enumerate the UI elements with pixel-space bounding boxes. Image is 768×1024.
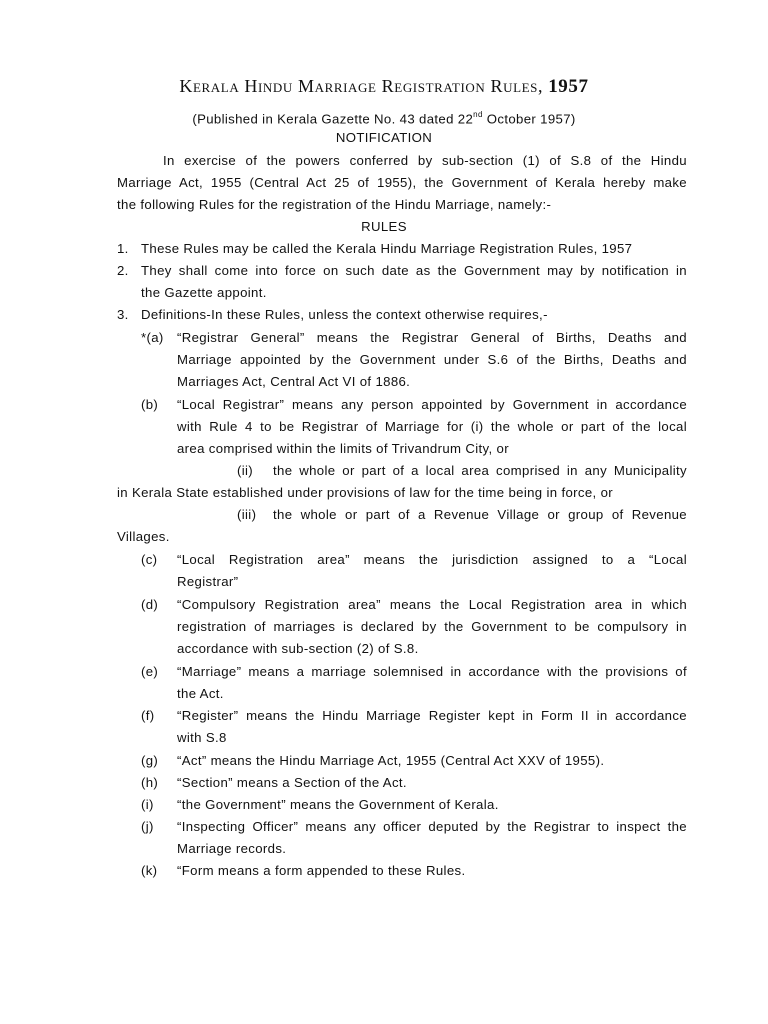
def-label: (e) [141, 664, 159, 679]
def-label: (iii) [237, 507, 257, 522]
title-text: Kerala Hindu Marriage Registration Rules, [179, 76, 544, 96]
def-b-ii-line: in Kerala State established under provisions of law for the time being in force, or [117, 485, 613, 500]
notification-heading: NOTIFICATION [335, 130, 433, 145]
def-k-line: “Form means a form appended to these Rules. [177, 863, 466, 878]
def-e-line: “Marriage” means a marriage solemnised in accordance with the provisions of [177, 664, 687, 679]
publication-date: October 1957) [482, 111, 576, 127]
rule-number: 3. [117, 307, 129, 322]
def-g-line: “Act” means the Hindu Marriage Act, 1955 (Central Act XXV of 1955). [177, 753, 605, 768]
rule-number: 2. [117, 263, 129, 278]
def-label: (b) [141, 397, 159, 412]
preamble-line-1: In exercise of the powers conferred by sub-section (1) of S.8 of the Hindu [163, 153, 687, 168]
publication-sup: nd [473, 110, 483, 119]
def-label: (d) [141, 597, 159, 612]
rules-heading: RULES [361, 219, 407, 234]
preamble-line-3: the following Rules for the registration of the Hindu Marriage, namely:- [117, 197, 552, 212]
rule-number: 1. [117, 241, 129, 256]
def-b-iii-line: the whole or part of a Revenue Village or group of Revenue [273, 507, 687, 522]
def-d-line: registration of marriages is declared by the Government to be compulsory in [177, 619, 687, 634]
def-a-line: Marriages Act, Central Act VI of 1886. [177, 374, 411, 389]
def-label: (g) [141, 753, 159, 768]
def-b-line: “Local Registrar” means any person appointed by Government in accordance [177, 397, 687, 412]
rule-2-text-cont: the Gazette appoint. [141, 285, 267, 300]
def-d-line: accordance with sub-section (2) of S.8. [177, 641, 419, 656]
def-i-line: “the Government” means the Government of Kerala. [177, 797, 499, 812]
def-b-line: area comprised within the limits of Trivandrum City, or [177, 441, 509, 456]
def-label: (h) [141, 775, 159, 790]
publication-text: (Published in Kerala Gazette No. 43 dated 22 [192, 111, 474, 127]
def-f-line: with S.8 [177, 730, 227, 745]
def-label: (j) [141, 819, 154, 834]
def-a-line: “Registrar General” means the Registrar General of Births, Deaths and [177, 330, 687, 345]
def-label: (ii) [237, 463, 254, 478]
def-j-line: “Inspecting Officer” means any officer deputed by the Registrar to inspect the [177, 819, 687, 834]
def-e-line: the Act. [177, 686, 224, 701]
title-year: 1957 [548, 76, 589, 97]
def-label: (f) [141, 708, 155, 723]
def-h-line: “Section” means a Section of the Act. [177, 775, 407, 790]
def-b-line: with Rule 4 to be Registrar of Marriage for (i) the whole or part of the local [177, 419, 687, 434]
def-label: *(a) [141, 330, 164, 345]
def-b-iii-line: Villages. [117, 529, 170, 544]
def-c-line: Registrar” [177, 574, 239, 589]
def-j-line: Marriage records. [177, 841, 287, 856]
def-f-line: “Register” means the Hindu Marriage Register kept in Form II in accordance [177, 708, 687, 723]
def-label: (c) [141, 552, 158, 567]
def-label: (i) [141, 797, 154, 812]
def-c-line: “Local Registration area” means the jurisdiction assigned to a “Local [177, 552, 687, 567]
rule-1-text: These Rules may be called the Kerala Hindu Marriage Registration Rules, 1957 [141, 241, 633, 256]
def-d-line: “Compulsory Registration area” means the Local Registration area in which [177, 597, 687, 612]
def-label: (k) [141, 863, 158, 878]
def-a-line: Marriage appointed by the Government under S.6 of the Births, Deaths and [177, 352, 687, 367]
def-b-ii-line: the whole or part of a local area comprised in any Municipality [273, 463, 687, 478]
rule-2-text: They shall come into force on such date as the Government may by notification in [141, 263, 687, 278]
rule-3-text: Definitions-In these Rules, unless the context otherwise requires,- [141, 307, 548, 322]
document-title [0, 76, 768, 98]
publication-line [0, 107, 768, 128]
preamble-line-2: Marriage Act, 1955 (Central Act 25 of 1955), the Government of Kerala hereby make [117, 175, 687, 190]
